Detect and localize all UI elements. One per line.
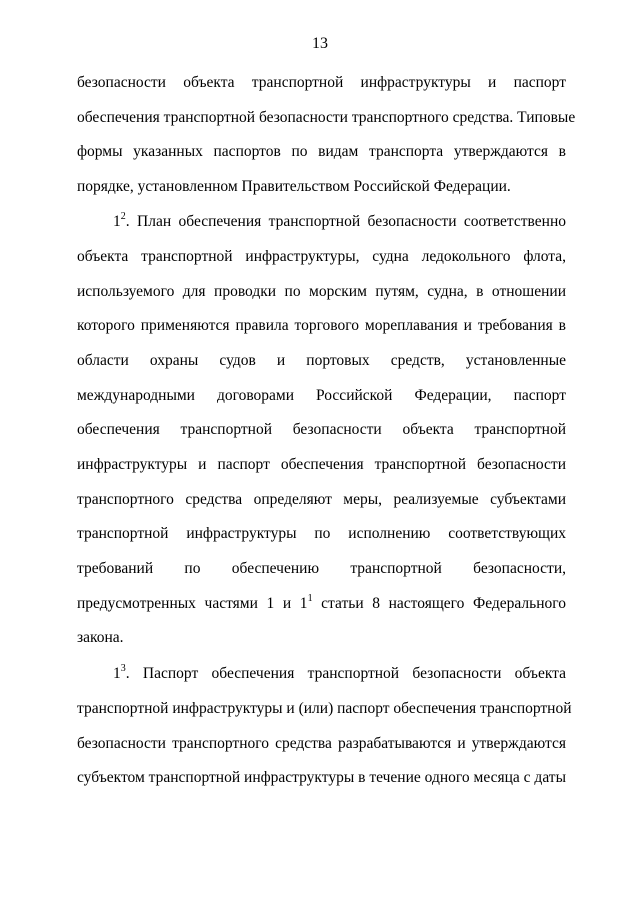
paragraph-number: $1^2$ — [113, 211, 126, 230]
text-line: используемого для проводки по морским путям, судна, в отношении — [77, 283, 566, 300]
page-number: 13 — [312, 35, 328, 52]
text-line: которого применяются правила торгового мореплавания и требования в — [77, 317, 566, 334]
text-line-with-reference — [77, 593, 566, 615]
paragraph-first-line — [113, 211, 566, 233]
text-line: обеспечения транспортной безопасности транспортного средства. Типовые — [77, 109, 576, 126]
text-segment: предусмотренных частями 1 и 1 — [77, 595, 308, 612]
text-line: транспортного средства определяют меры, реализуемые субъектами — [77, 491, 566, 508]
paragraph-first-line — [113, 663, 566, 685]
reference-superscript: 1 — [307, 593, 313, 604]
text-segment: статьи 8 настоящего Федерального — [312, 595, 566, 612]
text-line: требований по обеспечению транспортной безопасности, — [77, 560, 566, 577]
text-line: закона. — [77, 629, 124, 646]
paragraph-number-superscript: 3 — [120, 663, 126, 674]
text-line: инфраструктуры и паспорт обеспечения транспортной безопасности — [77, 456, 566, 473]
text-segment: . План обеспечения транспортной безопасности соответственно — [125, 213, 566, 230]
text-line: области охраны судов и портовых средств, установленные — [77, 352, 566, 369]
text-line: субъектом транспортной инфраструктуры в течение одного месяца с даты — [77, 769, 566, 786]
text-line: безопасности объекта транспортной инфраструктуры и паспорт — [77, 74, 566, 91]
text-line: транспортной инфраструктуры по исполнению соответствующих — [77, 525, 566, 542]
text-line: безопасности транспортного средства разрабатываются и утверждаются — [77, 735, 566, 752]
paragraph-number: $1^3$ — [113, 663, 126, 682]
text-line: объекта транспортной инфраструктуры, судна ледокольного флота, — [77, 248, 566, 265]
text-line: транспортной инфраструктуры и (или) паспорт обеспечения транспортной — [77, 700, 572, 717]
text-line: обеспечения транспортной безопасности объекта транспортной — [77, 421, 566, 438]
text-line: порядке, установленном Правительством Российской Федерации. — [77, 178, 511, 195]
text-segment: . Паспорт обеспечения транспортной безопасности объекта — [125, 665, 566, 682]
text-line: международными договорами Российской Федерации, паспорт — [77, 387, 566, 404]
text-line: формы указанных паспортов по видам транспорта утверждаются в — [77, 143, 566, 160]
paragraph-number-superscript: 2 — [120, 211, 126, 222]
